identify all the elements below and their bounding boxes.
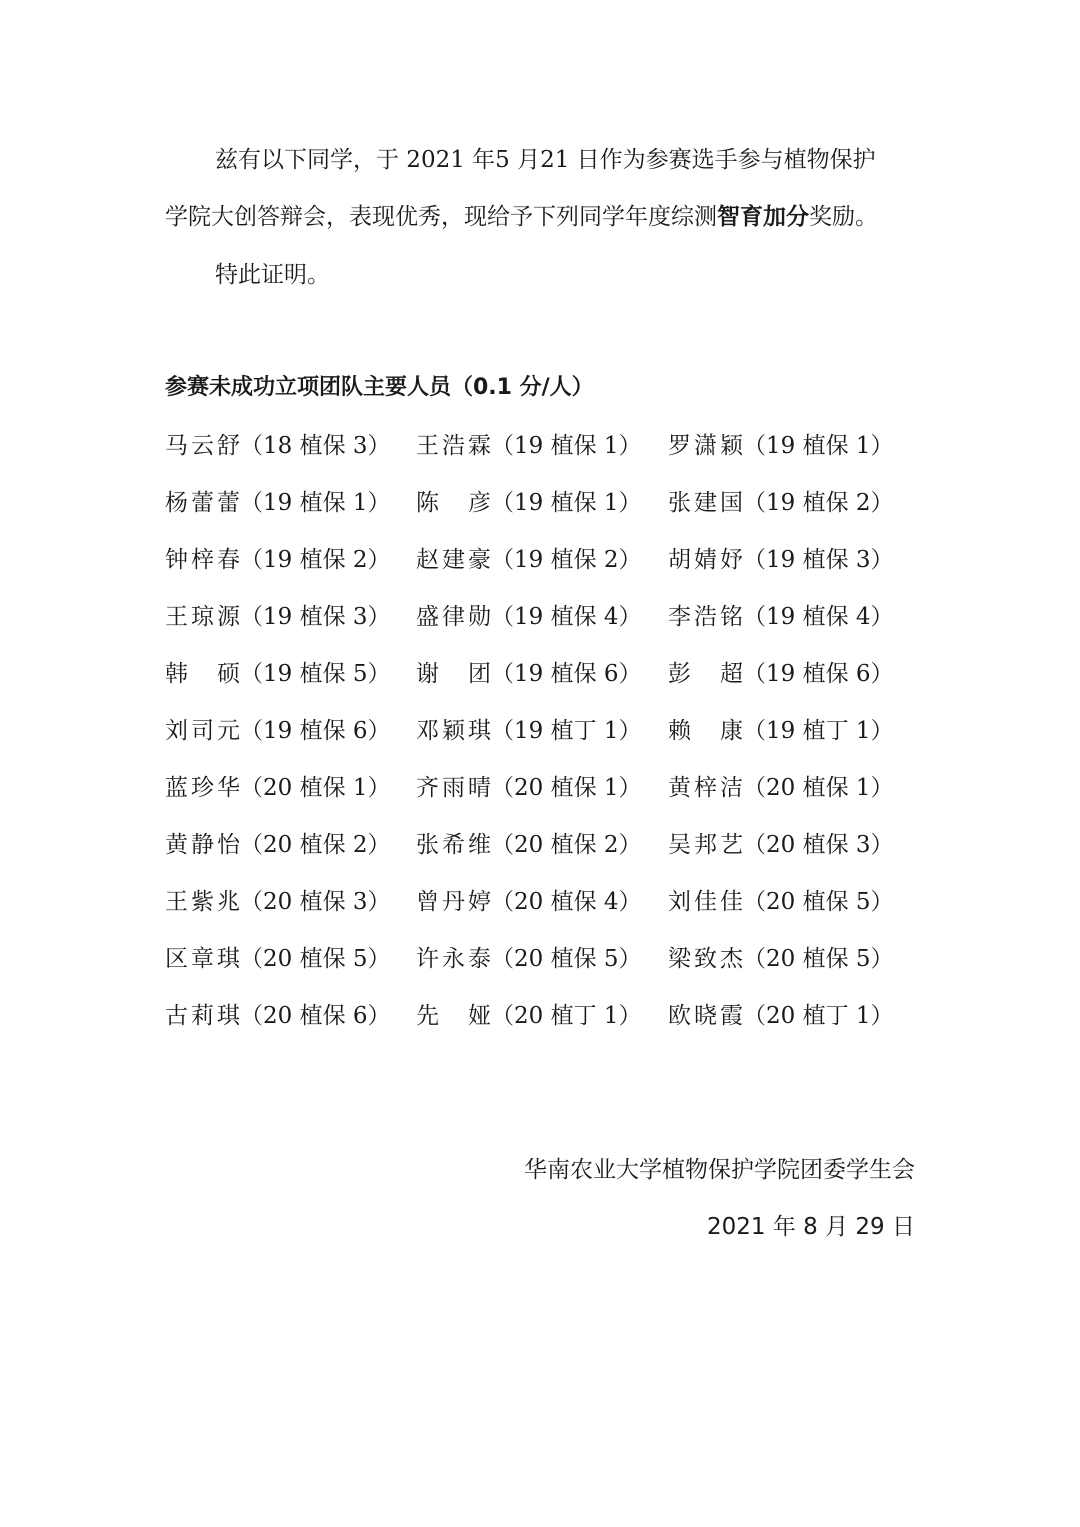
roster-entry	[165, 545, 391, 575]
roster-row	[165, 773, 925, 830]
roster-entry	[668, 545, 894, 575]
roster-entry	[165, 431, 391, 461]
student-class: （20 植保 5）	[743, 946, 894, 972]
student-class: （19 植保 2）	[491, 547, 642, 573]
student-name: 黄静怡	[165, 832, 240, 858]
signature-organization: 华南农业大学植物保护学院团委学生会	[524, 1157, 915, 1183]
section-title: 参赛未成功立项团队主要人员（0.1 分/人）	[165, 375, 594, 400]
roster-entry	[416, 830, 642, 860]
student-name: 盛律勋	[416, 604, 491, 630]
student-class: （20 植保 1）	[491, 775, 642, 801]
student-name: 李浩铭	[668, 604, 743, 630]
student-name: 刘佳佳	[668, 889, 743, 915]
roster-row	[165, 602, 925, 659]
intro-line-2-suffix: 奖励。	[809, 204, 878, 230]
roster-entry	[668, 1001, 894, 1031]
student-class: （19 植保 1）	[743, 433, 894, 459]
student-class: （19 植保 6）	[743, 661, 894, 687]
student-name: 陈彦	[416, 490, 491, 516]
student-class: （20 植保 3）	[743, 832, 894, 858]
student-class: （20 植保 5）	[743, 889, 894, 915]
student-name: 刘司元	[165, 718, 240, 744]
date-month-unit: 月	[817, 1214, 856, 1240]
roster-row	[165, 716, 925, 773]
student-class: （20 植保 2）	[240, 832, 391, 858]
roster-entry	[165, 1001, 391, 1031]
intro-line-2	[165, 202, 925, 232]
date-year: 2021	[706, 1214, 766, 1240]
student-name: 赖康	[668, 718, 743, 744]
student-class: （20 植保 3）	[240, 889, 391, 915]
student-name: 杨蕾蕾	[165, 490, 240, 516]
student-name: 王琼源	[165, 604, 240, 630]
student-class: （20 植保 5）	[491, 946, 642, 972]
date-day: 29	[855, 1214, 885, 1240]
roster-row	[165, 431, 925, 488]
roster-entry	[416, 659, 642, 689]
date-day-unit: 日	[884, 1214, 915, 1240]
roster-entry	[416, 431, 642, 461]
roster-entry	[668, 602, 894, 632]
student-name: 吴邦艺	[668, 832, 743, 858]
student-class: （19 植保 2）	[240, 547, 391, 573]
student-class: （20 植保 1）	[743, 775, 894, 801]
intro-line-3: 特此证明。	[215, 262, 330, 288]
roster-row	[165, 1001, 925, 1058]
roster-entry	[668, 716, 894, 746]
intro-line-2-bold: 智育加分	[717, 204, 809, 230]
student-name: 区章琪	[165, 946, 240, 972]
roster-entry	[165, 659, 391, 689]
student-class: （20 植丁 1）	[743, 1003, 894, 1029]
student-class: （19 植保 1）	[240, 490, 391, 516]
roster-entry	[165, 602, 391, 632]
roster-row	[165, 887, 925, 944]
student-name: 先娅	[416, 1003, 491, 1029]
student-class: （19 植保 1）	[491, 490, 642, 516]
roster-entry	[165, 944, 391, 974]
student-name: 谢团	[416, 661, 491, 687]
student-name: 古莉琪	[165, 1003, 240, 1029]
student-name: 张建国	[668, 490, 743, 516]
roster-entry	[668, 488, 894, 518]
roster-entry	[416, 545, 642, 575]
student-name: 韩硕	[165, 661, 240, 687]
student-name: 罗潇颖	[668, 433, 743, 459]
student-name: 彭超	[668, 661, 743, 687]
student-class: （19 植保 3）	[743, 547, 894, 573]
roster-entry	[165, 830, 391, 860]
student-class: （19 植保 6）	[491, 661, 642, 687]
student-class: （20 植保 1）	[240, 775, 391, 801]
date-month: 8	[803, 1214, 818, 1240]
student-class: （19 植保 6）	[240, 718, 391, 744]
student-name: 许永泰	[416, 946, 491, 972]
date-year-unit: 年	[765, 1214, 804, 1240]
student-class: （19 植保 5）	[240, 661, 391, 687]
student-class: （19 植保 2）	[743, 490, 894, 516]
roster-entry	[416, 716, 642, 746]
student-class: （20 植保 6）	[240, 1003, 391, 1029]
student-class: （20 植保 5）	[240, 946, 391, 972]
roster-entry	[165, 887, 391, 917]
student-class: （19 植保 4）	[491, 604, 642, 630]
roster-entry	[668, 431, 894, 461]
student-name: 王紫兆	[165, 889, 240, 915]
student-class: （19 植保 1）	[491, 433, 642, 459]
student-name: 齐雨晴	[416, 775, 491, 801]
roster-entry	[416, 602, 642, 632]
student-name: 黄梓洁	[668, 775, 743, 801]
student-name: 曾丹婷	[416, 889, 491, 915]
student-name: 蓝珍华	[165, 775, 240, 801]
roster-row	[165, 488, 925, 545]
roster-entry	[668, 887, 894, 917]
student-name: 马云舒	[165, 433, 240, 459]
roster-entry	[668, 830, 894, 860]
roster-entry	[416, 944, 642, 974]
student-class: （20 植保 4）	[491, 889, 642, 915]
roster-entry	[165, 716, 391, 746]
student-name: 胡婧妤	[668, 547, 743, 573]
student-name: 梁致杰	[668, 946, 743, 972]
student-name: 赵建豪	[416, 547, 491, 573]
student-name: 欧晓霞	[668, 1003, 743, 1029]
roster-row	[165, 944, 925, 1001]
roster-entry	[165, 488, 391, 518]
student-class: （18 植保 3）	[240, 433, 391, 459]
student-class: （19 植丁 1）	[743, 718, 894, 744]
student-class: （19 植丁 1）	[491, 718, 642, 744]
student-name: 邓颖琪	[416, 718, 491, 744]
roster-entry	[668, 944, 894, 974]
intro-line-2-prefix: 学院大创答辩会，表现优秀，现给予下列同学年度综测	[165, 204, 717, 230]
student-name: 王浩霖	[416, 433, 491, 459]
intro-line-1: 兹有以下同学，于 2021 年5 月21 日作为参赛选手参与植物保护	[215, 147, 876, 173]
roster-entry	[416, 1001, 642, 1031]
roster-row	[165, 659, 925, 716]
roster-entry	[416, 488, 642, 518]
roster-entry	[416, 773, 642, 803]
signature-date	[707, 1212, 915, 1242]
roster-entry	[416, 887, 642, 917]
student-name: 钟梓春	[165, 547, 240, 573]
roster-list	[165, 431, 925, 1058]
student-name: 张希维	[416, 832, 491, 858]
roster-entry	[668, 659, 894, 689]
student-class: （19 植保 4）	[743, 604, 894, 630]
student-class: （20 植丁 1）	[491, 1003, 642, 1029]
roster-entry	[165, 773, 391, 803]
student-class: （20 植保 2）	[491, 832, 642, 858]
roster-row	[165, 830, 925, 887]
roster-entry	[668, 773, 894, 803]
roster-row	[165, 545, 925, 602]
student-class: （19 植保 3）	[240, 604, 391, 630]
